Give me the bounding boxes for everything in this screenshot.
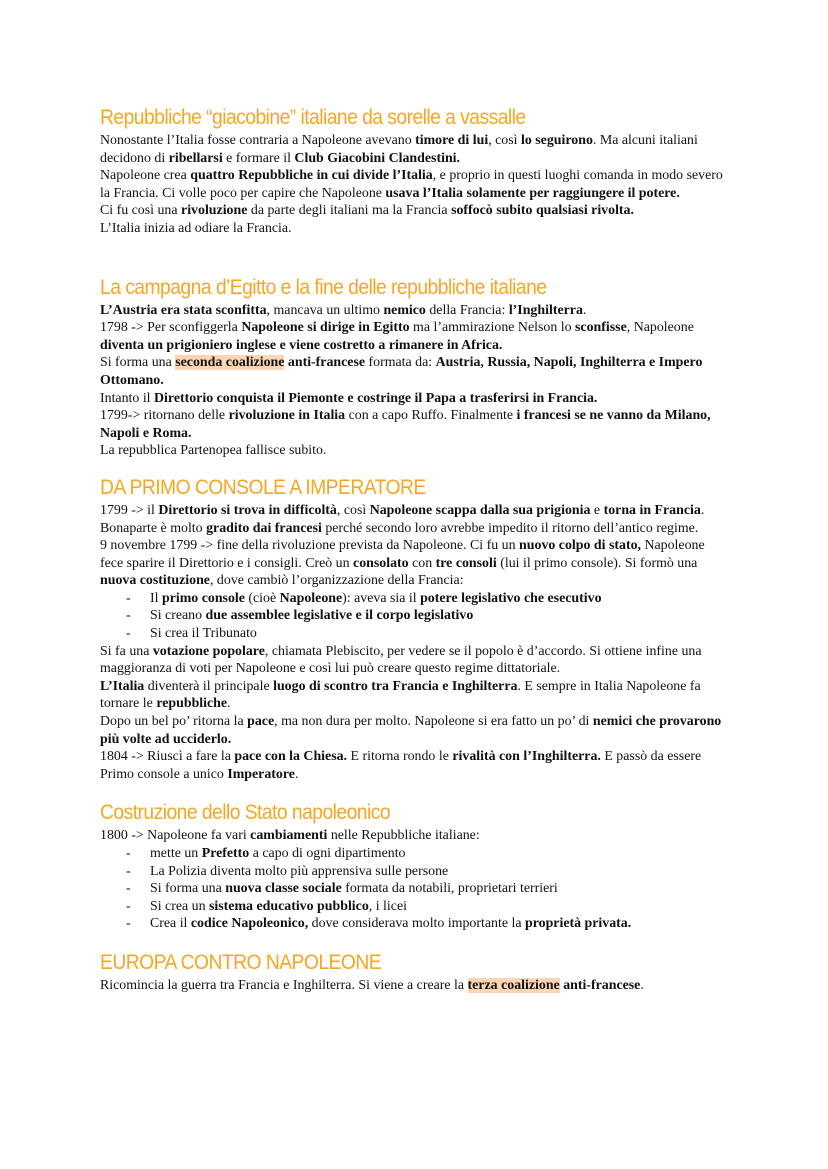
bold-text: rivoluzione in Italia [228,408,346,424]
paragraph [100,354,728,389]
text-run: . [582,302,587,318]
paragraph [100,167,728,202]
text-run: Si creano [150,608,206,624]
bold-text: proprietà privata. [524,916,632,932]
section-title: La campagna d’Egitto e la fine delle repubbliche italiane [100,275,547,299]
text-run: 1804 -> Riuscì a fare la [100,749,235,765]
bold-text: nuova classe sociale [225,881,342,897]
bold-text: Napoleone scappa dalla sua prigionia [369,502,591,518]
paragraph [100,713,728,748]
highlighted-text: terza coalizione [467,977,560,993]
bold-text: lo seguirono [520,133,593,148]
bold-text: potere legislativo che esecutivo [420,590,602,606]
text-run: Il [150,590,162,606]
bold-text: Napoleone si dirige in Egitto [241,320,410,336]
text-run: . [227,696,231,712]
bold-text: Prefetto [201,846,250,861]
text-run: a capo di ogni dipartimento [249,846,406,861]
bold-text: torna in Francia [603,502,701,518]
highlighted-text: seconda coalizione [175,355,285,371]
text-run: con a capo Ruffo. Finalmente [345,408,517,424]
bold-text: nuova costituzione [100,573,210,589]
section-title: Repubbliche “giacobine” italiane da sorelle a vassalle [100,106,526,129]
text-run: dove considerava molto importante la [308,916,525,932]
text-run: (lui il primo console). Si formò una [496,555,698,571]
text-run: della Francia: [425,302,509,318]
bold-text: luogo di scontro tra Francia e Inghilterra [273,678,518,694]
paragraph [100,502,728,537]
list-item [150,607,728,625]
bold-text: ribellarsi [168,150,223,166]
paragraph [100,202,728,220]
text-run: E ritorna rondo le [347,749,453,765]
bold-text: codice Napoleonico, [190,916,309,932]
section-body-continued [100,643,728,784]
bold-text: quattro Repubbliche in cui divide l’Italia [190,168,433,184]
section-body [100,977,728,995]
text-run: Dopo un bel po’ ritorna la [100,714,248,730]
bold-text: usava l’Italia solamente per raggiungere il potere. [385,185,680,201]
bold-text: Napoleone [279,590,343,606]
bold-text: anti-francese [559,977,641,993]
text-run: Si crea un [150,898,210,914]
bold-text: anti-francese [284,355,366,371]
text-run: , mancava un ultimo [266,302,384,318]
text-run: , Napoleone [626,320,694,336]
bold-text: i francesi se ne vanno da Milano, Napoli e Roma. [100,408,711,441]
section-body [100,502,728,590]
paragraph [100,132,728,167]
bullet-list [100,845,728,933]
paragraph [100,442,728,460]
section-campagna-egitto [100,274,728,460]
bold-text: nuovo colpo di stato, [519,538,641,554]
text-run: Si forma una [150,881,226,897]
bold-text: l’Inghilterra [508,302,583,318]
text-run: 1800 -> Napoleone fa vari [100,828,251,844]
list-item [150,880,728,898]
list-item [150,863,728,881]
text-run: . [640,977,644,993]
text-run: Napoleone fece sparire il Direttorio e i consigli. Creò un [100,538,705,571]
paragraph [100,319,728,354]
text-run: . [294,766,299,782]
text-run: , chiamata Plebiscito, per vedere se il popolo è d’accordo. Si ottiene infine una maggioranza di voti per Napoleone e così lui può creare questo regime dittatoriale. [100,643,702,677]
text-run: , ma non dura per molto. Napoleone si era fatto un po’ di [274,714,593,730]
text-run: con [408,555,436,571]
bold-text: votazione popolare [152,643,265,659]
text-run: perché secondo loro avrebbe impedito il ritorno dell’antico regime. [321,520,699,536]
text-run: Ricomincia la guerra tra Francia e Inghilterra. Si viene a creare la [100,977,468,993]
bold-text: timore di lui [415,133,489,148]
text-run: . E sempre in Italia Napoleone fa tornare le [100,678,701,712]
text-run: ): aveva sia il [342,590,421,606]
list-item [150,898,728,916]
text-run: , così [488,133,521,148]
bold-text: pace con la Chiesa. [234,749,348,765]
list-item [150,590,728,608]
bold-text: consolato [353,555,409,571]
bold-text: gradito dai francesi [206,520,322,536]
paragraph [100,537,728,590]
section-title: EUROPA CONTRO NAPOLEONE [100,950,382,974]
text-run: 9 novembre 1799 -> fine della rivoluzione prevista da Napoleone. Ci fu un [100,538,520,554]
list-item [150,845,728,863]
text-run: diventerà il principale [144,678,274,694]
text-run: Crea il [150,916,191,932]
bold-text: sconfisse [575,320,627,336]
section-body [100,132,728,238]
section-stato-napoleonico [100,799,728,933]
text-run: Ci fu così una [100,203,182,219]
text-run: Si fa una [100,643,153,659]
document-page [100,104,728,995]
bold-text: primo console [161,590,245,606]
text-run: Nonostante l’Italia fosse contraria a Napoleone avevano [100,133,416,148]
section-title: Costruzione dello Stato napoleonico [100,801,391,825]
bold-text: tre consoli [435,555,497,571]
bold-text: L’Italia [100,678,145,694]
text-run: Si forma una [100,355,176,371]
section-europa-contro-napoleone [100,949,728,995]
bold-text: repubbliche [156,696,228,712]
paragraph [100,977,728,995]
bold-text: nemico [383,302,426,318]
paragraph [100,827,728,845]
text-run: , e proprio in questi luoghi comanda in modo severo la Francia. Ci volle poco per capire che Napoleone [100,168,723,201]
paragraph [100,678,728,713]
paragraph [100,748,728,783]
bold-text: pace [247,714,275,730]
bold-text: nemici che provarono più volte ad ucciderlo. [100,714,722,747]
text-run: , i licei [368,898,407,914]
bold-text: rivoluzione [181,203,248,219]
text-run: formata da: [365,355,436,371]
text-run: Napoleone crea [100,168,191,184]
bold-text: L’Austria era stata sconfitta [100,302,267,318]
text-run: e [590,502,604,518]
bold-text: Direttorio conquista il Piemonte e costringe il Papa a trasferirsi in Francia. [154,390,598,406]
text-run: 1798 -> Per sconfiggerla [100,320,242,336]
paragraph [100,390,728,408]
text-run: . Bonaparte è molto [100,502,705,536]
list-item [150,625,728,643]
bold-text: Austria, Russia, Napoli, Inghilterra e Impero Ottomano. [100,355,703,388]
text-run: . Ma alcuni italiani decidono di [100,133,698,166]
text-run: La repubblica Partenopea fallisce subito. [100,443,327,459]
paragraph [100,643,728,678]
text-run: Intanto il [100,390,155,406]
text-run: formata da notabili, proprietari terrieri [341,881,558,897]
text-run: ma l’ammirazione Nelson lo [409,320,576,336]
section-repubbliche-giacobine [100,104,728,238]
section-title: DA PRIMO CONSOLE A IMPERATORE [100,475,426,499]
section-body [100,302,728,460]
text-run: La Polizia diventa molto più apprensiva sulle persone [150,863,449,879]
bold-text: Direttorio si trova in difficoltà [158,502,337,518]
text-run: 1799 -> il [100,502,159,518]
bold-text: sistema educativo pubblico [209,898,369,914]
text-run: , dove cambiò l’organizzazione della Francia: [209,573,464,589]
bold-text: diventa un prigioniero inglese e viene costretto a rimanere in Africa. [100,337,503,353]
text-run: L’Italia inizia ad odiare la Francia. [100,220,292,236]
bold-text: rivalità con l’Inghilterra. [452,749,601,765]
text-run: 1799-> ritornano delle [100,408,229,424]
paragraph [100,407,728,442]
section-body [100,827,728,845]
paragraph [100,302,728,320]
text-run: da parte degli italiani ma la Francia [247,203,452,219]
list-item [150,915,728,933]
section-primo-console [100,474,728,784]
bullet-list [100,590,728,643]
bold-text: due assemblee legislative e il corpo legislativo [205,608,474,624]
text-run: e formare il [222,150,295,166]
paragraph [100,220,728,238]
bold-text: cambiamenti [250,828,328,844]
text-run: nelle Repubbliche italiane: [327,828,480,844]
text-run: Si crea il Tribunato [150,626,257,642]
bold-text: soffocò subito qualsiasi rivolta. [451,203,634,219]
text-run: E passò da essere Primo console a unico [100,749,702,782]
bold-text: Club Giacobini Clandestini. [294,150,460,166]
text-run: (cioè [244,590,280,606]
text-run: , così [336,502,370,518]
text-run: mette un [150,846,202,861]
bold-text: Imperatore [227,766,295,782]
